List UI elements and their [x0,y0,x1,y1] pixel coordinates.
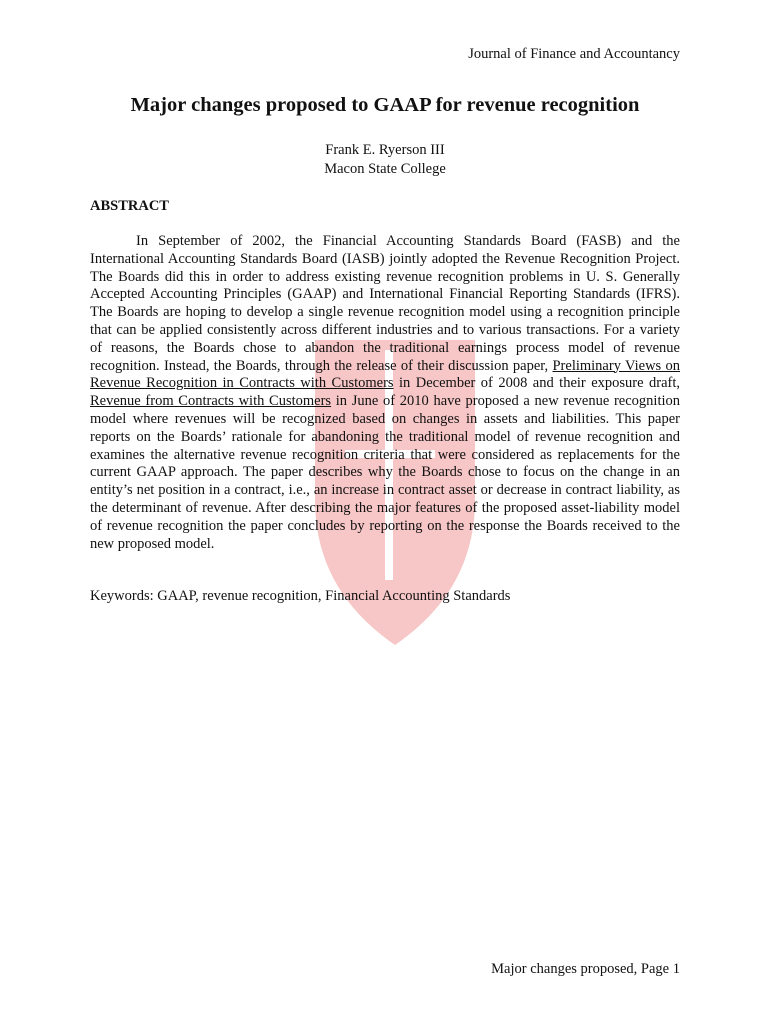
author-name: Frank E. Ryerson III [325,142,445,158]
page-footer: Major changes proposed, Page 1 [491,961,680,977]
abstract-text-part3: in June of 2010 have proposed a new revenue recognition model where revenues will be recognized based on changes in assets and liabilities. This paper reports on the Boards’ rationale for abandoning the traditional model of revenue recognition and examines the alternative revenue recognition criteria that were considered as replacements for the current GAAP approach. The paper describes why the Boards chose to focus on the change in an entity’s net position in a contract, i.e., an increase in contract asset or decrease in contract liability, as the determinant of revenue. After describing the major features of the proposed asset-liability model of revenue recognition the paper concludes by reporting on the response the Boards received to the new proposed model. [90,393,680,552]
abstract-paragraph [90,233,680,553]
article-title: Major changes proposed to GAAP for revenue recognition [130,94,640,116]
abstract-text-part2: in December of 2008 and their exposure draft, [393,375,681,392]
author-affiliation: Macon State College [324,161,446,177]
discussion-paper-link[interactable]: Preliminary Views on Revenue Recognition in Contracts with Customers [90,357,680,392]
exposure-draft-link[interactable]: Revenue from Contracts with Customers [90,393,332,410]
author-block [0,141,770,179]
abstract-text-part1: In September of 2002, the Financial Accounting Standards Board (FASB) and the International Accounting Standards Board (IASB) jointly adopted the Revenue Recognition Project. The Boards did this in order to address existing revenue recognition problems in U. S. Generally Accepted Accounting Principles (GAAP) and International Financial Reporting Standards (IFRS). The Boards are hoping to develop a single revenue recognition model using a recognition principle that can be applied consistently across different industries and to various transactions. For a variety of reasons, the Boards chose to abandon the traditional earnings process model of revenue recognition. Instead, the Boards, through the release of their discussion paper, [90,233,680,374]
keywords-line: Keywords: GAAP, revenue recognition, Financial Accounting Standards [90,588,511,604]
journal-running-head: Journal of Finance and Accountancy [468,46,680,62]
abstract-heading: ABSTRACT [90,198,169,214]
